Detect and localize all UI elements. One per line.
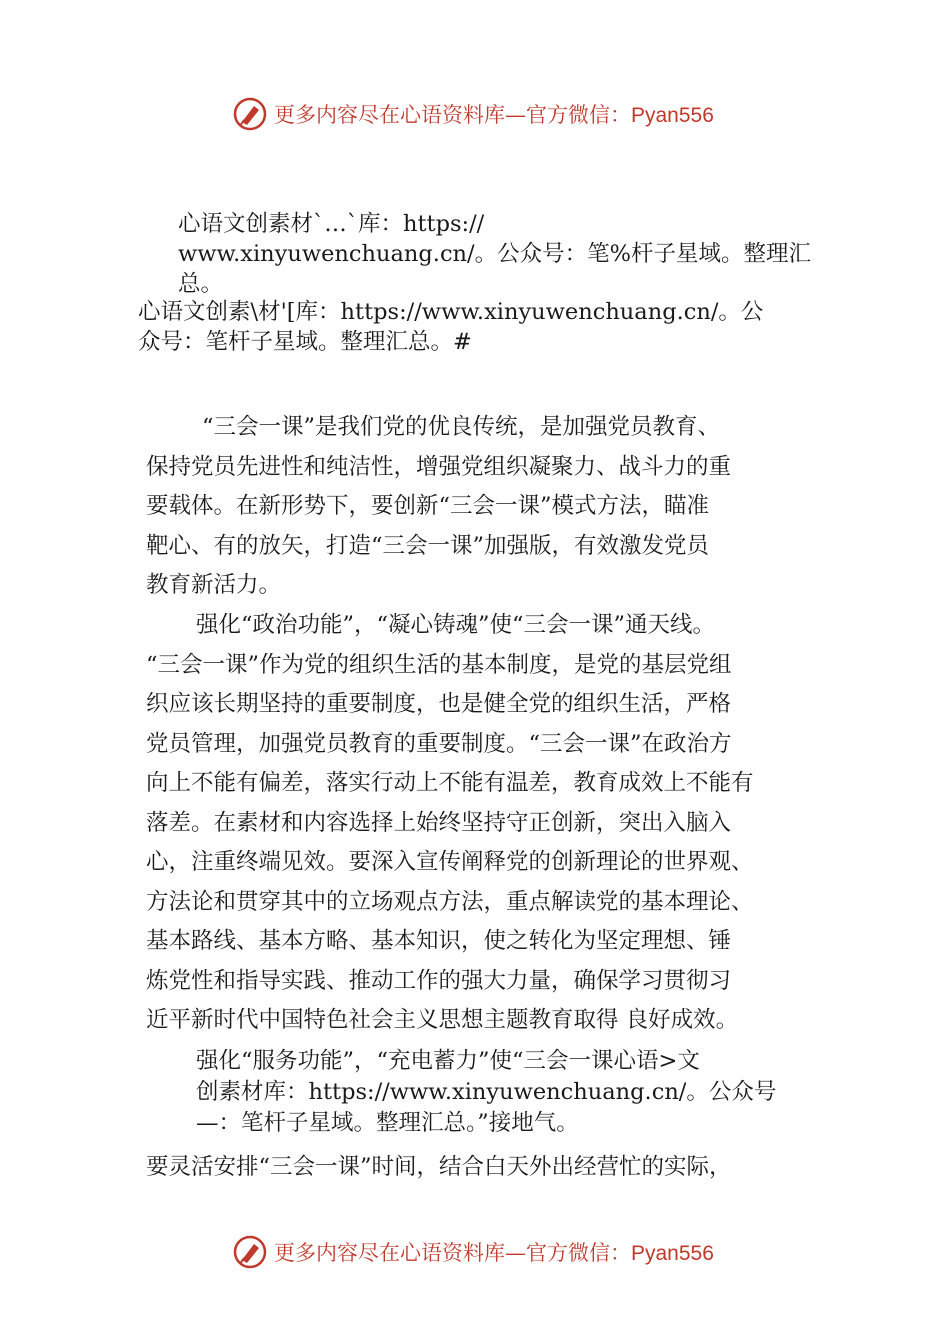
paragraph-line: “三会一课”作为党的组织生活的基本制度，是党的基层党组 [146,651,732,678]
paragraph-line: 强化“服务功能”，“充电蓄力”使“三会一课心语>文 [196,1048,700,1074]
paragraph-1 [146,408,731,606]
paragraph-4 [146,1148,732,1188]
paragraph-line: 强化“政治功能”，“凝心铸魂”使“三会一课”通天线。 [196,612,716,638]
header-block-2-line: 众号：笔杆子星域。整理汇总。# [138,329,472,355]
paragraph-line: —：笔杆子星域。整理汇总。”接地气。 [196,1110,579,1136]
banner-text: 更多内容尽在心语资料库—官方微信：Pyan556 [274,1241,714,1265]
header-block-1-line: 总。 [178,271,224,297]
header-block-1-line: www.xinyuwenchuang.cn/。公众号：笔%杆子星域。整理汇 [178,241,811,267]
paragraph-3 [196,1046,776,1139]
paragraph-line: 基本路线、基本方略、基本知识，使之转化为坚定理想、锤 [146,928,732,954]
paragraph-2 [146,606,754,1041]
paragraph-line: 向上不能有偏差，落实行动上不能有温差，教育成效上不能有 [146,770,754,796]
header-block-1 [178,209,811,299]
paragraph-line: “三会一课”是我们党的优良传统，是加强党员教育、 [202,414,721,440]
paragraph-line: 教育新活力。 [146,572,282,598]
paragraph-line: 党员管理，加强党员教育的重要制度。“三会一课”在政治方 [146,730,732,757]
paragraph-line: 炼党性和指导实践、推动工作的强大力量，确保学习贯彻习 [146,967,732,994]
pen-nib-icon [232,96,268,132]
header-block-2 [138,297,763,357]
paragraph-line: 靶心、有的放矢，打造“三会一课”加强版，有效激发党员 [146,532,710,559]
paragraph-line: 方法论和贯穿其中的立场观点方法，重点解读党的基本理论、 [146,888,754,915]
pen-nib-icon [232,1234,268,1270]
paragraph-line: 近平新时代中国特色社会主义思想主题教育取得 良好成效。 [146,1007,739,1033]
top-banner [232,94,714,134]
paragraph-line: 创素材库：https://www.xinyuwenchuang.cn/。公众号 [196,1079,777,1105]
header-block-2-line: 心语文创素\材'[库：https://www.xinyuwenchuang.cn/。公 [138,299,764,325]
paragraph-line: 要载体。在新形势下，要创新“三会一课”模式方法，瞄准 [146,493,710,519]
bottom-banner [232,1232,714,1272]
paragraph-line: 织应该长期坚持的重要制度，也是健全党的组织生活，严格 [146,691,732,717]
paragraph-line: 心，注重终端见效。要深入宣传阐释党的创新理论的世界观、 [146,849,754,875]
wechat-id: Pyan556 [631,104,714,127]
wechat-id: Pyan556 [631,1242,714,1265]
paragraph-line: 要灵活安排“三会一课”时间，结合白天外出经营忙的实际， [146,1154,732,1180]
paragraph-line: 保持党员先进性和纯洁性，增强党组织凝聚力、战斗力的重 [146,453,732,480]
paragraph-line: 落差。在素材和内容选择上始终坚持守正创新，突出入脑入 [146,809,732,836]
banner-text: 更多内容尽在心语资料库—官方微信：Pyan556 [274,103,714,127]
header-block-1-line: 心语文创素材`…`库：https:// [178,211,485,237]
